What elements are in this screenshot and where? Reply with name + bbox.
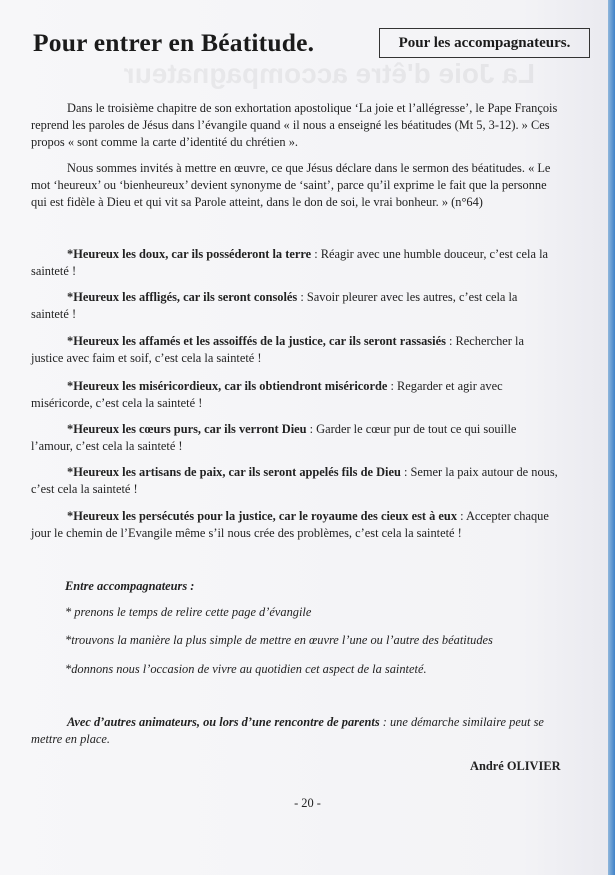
beatitude-item xyxy=(31,289,558,323)
beatitude-title: *Heureux les cœurs purs, car ils verront Dieu xyxy=(67,422,307,436)
beatitude-item xyxy=(31,464,558,498)
audience-badge: Pour les accompagnateurs. xyxy=(379,28,590,58)
others-title: Avec d’autres animateurs, ou lors d’une rencontre de parents xyxy=(67,715,380,729)
beatitude-title: *Heureux les persécutés pour la justice, car le royaume des cieux est à eux xyxy=(67,509,458,523)
intro-paragraph-1 xyxy=(31,100,558,151)
beatitude-text: : Rechercher la justice avec faim et soif, c’est cela la sainteté ! xyxy=(31,334,524,365)
beatitude-text: : Réagir avec une humble douceur, c’est cela la sainteté ! xyxy=(31,247,549,278)
intro-text: Nous sommes invités à mettre en œuvre, ce que Jésus déclare dans le sermon des béatitudes. « Le mot ‘heureux’ ou ‘bienheureux’ devient synonyme de ‘saint’, parce qu’il exprime le fait que la personne qui est fidèle à Dieu et qui vit sa Parole atteint, dans le don de soi, le vrai bonheur. » (n°64) xyxy=(31,161,551,209)
signature: André OLIVIER xyxy=(470,759,561,773)
page-edge xyxy=(608,0,615,875)
intro-paragraph-2 xyxy=(31,160,558,211)
between-item: *trouvons la manière la plus simple de mettre en œuvre l’une ou l’autre des béatitudes xyxy=(65,633,493,647)
beatitude-item xyxy=(31,246,558,280)
others-text: : une démarche similaire peut se mettre en place. xyxy=(31,715,544,746)
beatitude-title: *Heureux les affligés, car ils seront consolés xyxy=(67,290,298,304)
between-item: *donnons nous l’occasion de vivre au quotidien cet aspect de la sainteté. xyxy=(65,662,427,676)
beatitude-title: *Heureux les doux, car ils posséderont la terre xyxy=(67,247,312,261)
between-heading: Entre accompagnateurs : xyxy=(65,579,195,593)
beatitude-item xyxy=(31,421,558,455)
beatitude-title: *Heureux les affamés et les assoiffés de la justice, car ils seront rassasiés xyxy=(67,334,446,348)
bleed-through-text: La Joie d'être accompagnateur xyxy=(123,58,535,89)
beatitude-text: : Garder le cœur pur de tout ce qui souille l’amour, c’est cela la sainteté ! xyxy=(31,422,517,453)
beatitude-text: : Regarder et agir avec miséricorde, c’est cela la sainteté ! xyxy=(31,379,503,410)
others-paragraph xyxy=(31,714,558,748)
page-title: Pour entrer en Béatitude. xyxy=(33,28,315,57)
page-number: - 20 - xyxy=(294,796,321,810)
beatitude-item xyxy=(31,333,558,367)
intro-text: Dans le troisième chapitre de son exhortation apostolique ‘La joie et l’allégresse’, le Pape François reprend les paroles de Jésus dans l’évangile quand « il nous a enseigné les béatitudes (Mt 5, 3-12). » Ces propos « sont comme la carte d’identité du chrétien ». xyxy=(31,101,558,149)
beatitude-item xyxy=(31,508,558,542)
beatitude-text: : Accepter chaque jour le chemin de l’Evangile même s’il nous crée des problèmes, c’est cela la sainteté ! xyxy=(31,509,549,540)
beatitude-title: *Heureux les miséricordieux, car ils obtiendront miséricorde xyxy=(67,379,388,393)
beatitude-item xyxy=(31,378,558,412)
beatitude-text: : Savoir pleurer avec les autres, c’est cela la sainteté ! xyxy=(31,290,518,321)
between-item: * prenons le temps de relire cette page d’évangile xyxy=(65,605,312,619)
beatitude-title: *Heureux les artisans de paix, car ils seront appelés fils de Dieu xyxy=(67,465,401,479)
beatitude-text: : Semer la paix autour de nous, c’est cela la sainteté ! xyxy=(31,465,558,496)
